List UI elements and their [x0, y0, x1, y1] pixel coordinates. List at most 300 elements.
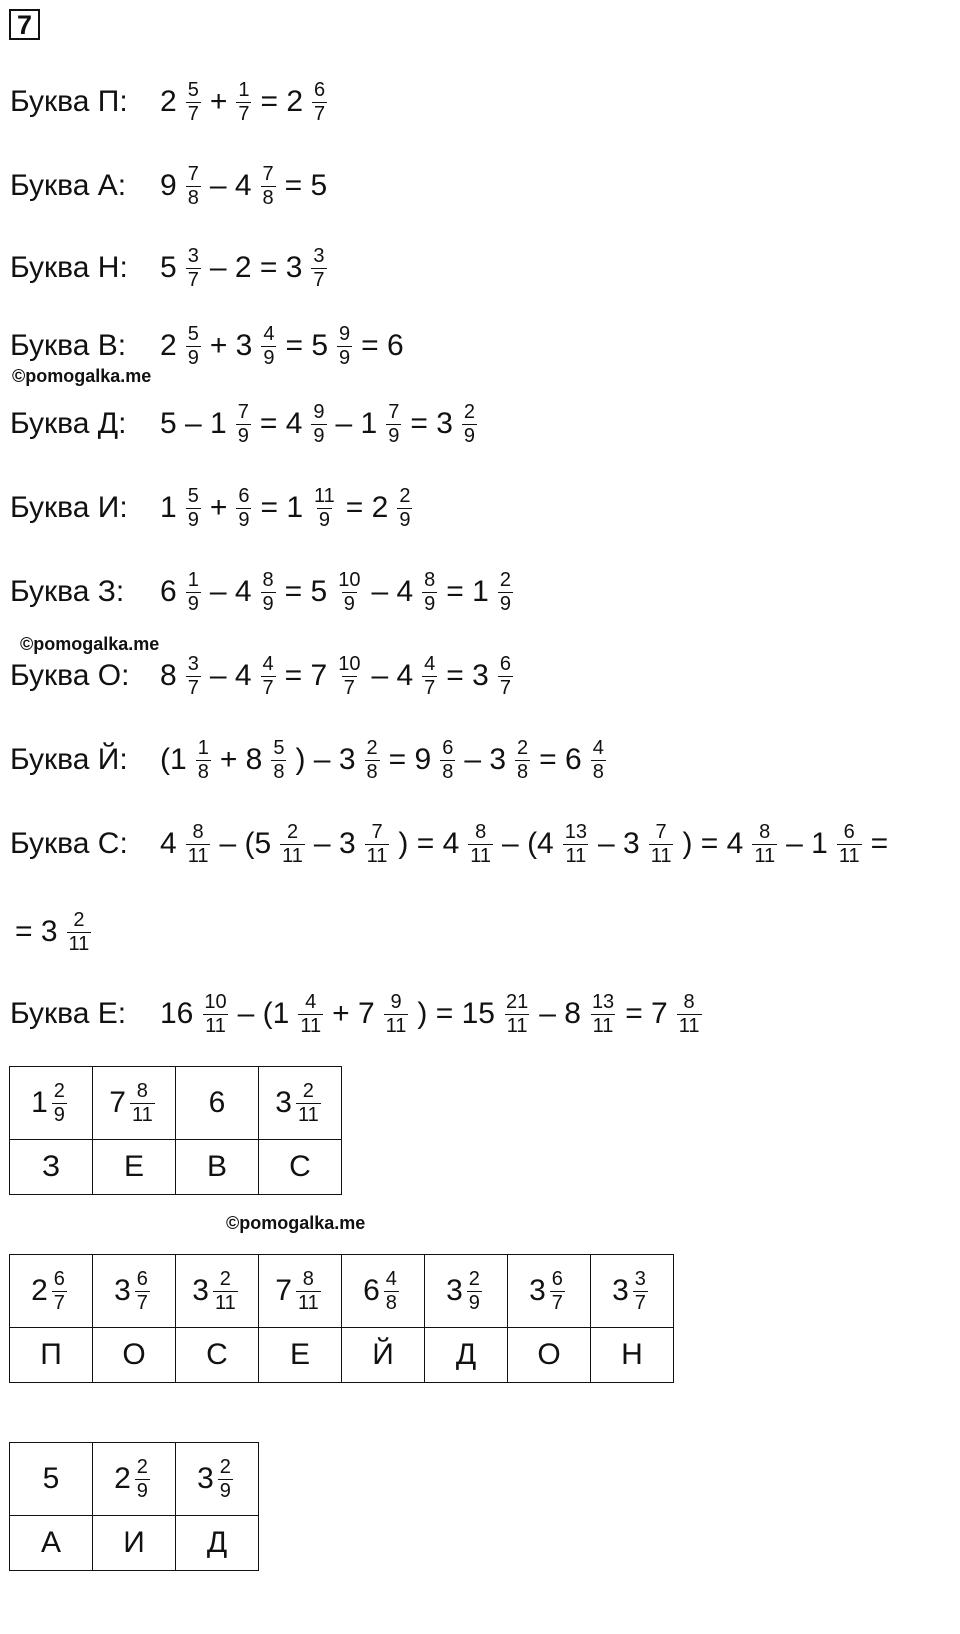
expression-text: + — [209, 85, 228, 118]
value — [114, 1268, 154, 1315]
expression-text: = 3 — [410, 407, 453, 440]
value-cell — [591, 1255, 674, 1328]
numerator: 3 — [313, 244, 325, 267]
value — [43, 1462, 60, 1496]
fraction — [365, 737, 380, 784]
equation-line — [10, 478, 416, 538]
letter-label: Буква А: — [10, 169, 127, 202]
answer-table — [9, 1254, 674, 1383]
fraction — [337, 323, 352, 370]
letter-cell: С — [259, 1140, 342, 1195]
equation-line — [10, 156, 332, 216]
fraction — [52, 1080, 67, 1127]
expression-text: – 4 — [371, 575, 414, 608]
numerator: 1 — [197, 736, 209, 759]
denominator: 11 — [506, 1014, 528, 1037]
letter-cell: Д — [425, 1328, 508, 1383]
expression-text: + 8 — [219, 743, 263, 776]
letter-cell: Д — [176, 1516, 259, 1571]
expression-text: ) = 15 — [417, 997, 495, 1030]
fraction — [468, 821, 493, 868]
whole-part: 6 — [208, 1086, 226, 1119]
equation-line — [10, 814, 893, 874]
expression-text: ) = 4 — [398, 827, 460, 860]
numerator: 21 — [505, 990, 529, 1013]
expression-text: 2 — [160, 329, 177, 362]
value — [31, 1268, 71, 1315]
denominator: 9 — [318, 508, 330, 531]
fraction — [186, 163, 201, 210]
expression-text: ) = 4 — [682, 827, 744, 860]
value-cell — [259, 1067, 342, 1140]
denominator: 9 — [136, 1479, 148, 1502]
value-cell — [508, 1255, 591, 1328]
fraction — [261, 653, 276, 700]
expression-text: – 3 — [313, 827, 356, 860]
numerator: 9 — [339, 322, 351, 345]
numerator: 3 — [187, 244, 199, 267]
denominator: 9 — [187, 508, 199, 531]
expression-text: = 7 — [284, 659, 328, 692]
denominator: 8 — [442, 760, 454, 783]
fraction — [515, 737, 530, 784]
value — [109, 1080, 158, 1127]
numerator: 2 — [53, 1079, 65, 1102]
expression-text: – 8 — [539, 997, 581, 1030]
expression-text: = — [870, 827, 889, 860]
fraction — [677, 991, 702, 1038]
expression — [155, 991, 706, 1038]
fraction — [186, 821, 211, 868]
denominator: 11 — [300, 1014, 322, 1037]
expression-text: = 1 — [260, 491, 304, 524]
expression-text: = 3 — [446, 659, 489, 692]
expression-text: – 4 — [209, 575, 252, 608]
value-cell — [93, 1255, 176, 1328]
value — [192, 1268, 241, 1315]
value-cell — [176, 1255, 259, 1328]
numerator: 7 — [187, 162, 199, 185]
numerator: 8 — [759, 820, 771, 843]
fraction — [296, 1268, 321, 1315]
value — [529, 1268, 569, 1315]
numerator: 7 — [262, 162, 274, 185]
fraction — [365, 821, 390, 868]
expression — [155, 485, 416, 532]
letter-cell: О — [508, 1328, 591, 1383]
letters-row — [10, 1516, 259, 1571]
fraction — [312, 79, 327, 126]
whole-part: 3 — [529, 1274, 546, 1307]
expression — [155, 323, 409, 370]
denominator: 7 — [499, 676, 511, 699]
value — [209, 1086, 226, 1120]
numerator: 8 — [136, 1079, 148, 1102]
expression-text: 9 — [160, 169, 177, 202]
expression-text: = 9 — [388, 743, 432, 776]
numerator: 4 — [262, 652, 274, 675]
numerator: 8 — [192, 820, 204, 843]
whole-part: 5 — [42, 1462, 60, 1495]
fraction — [837, 821, 862, 868]
numerator: 10 — [338, 568, 361, 591]
numerator: 8 — [302, 1267, 314, 1290]
numerator: 13 — [564, 820, 587, 843]
denominator: 11 — [838, 844, 860, 867]
expression-text: = 5 — [285, 329, 329, 362]
value-cell — [342, 1255, 425, 1328]
denominator: 11 — [187, 844, 209, 867]
fraction — [67, 909, 92, 956]
fraction — [186, 323, 201, 370]
letter-cell: И — [93, 1516, 176, 1571]
answer-table — [9, 1066, 342, 1195]
fraction — [467, 1268, 482, 1315]
denominator: 11 — [205, 1014, 226, 1037]
fraction — [311, 245, 326, 292]
letter-label: Буква З: — [10, 575, 125, 608]
value-cell — [10, 1255, 93, 1328]
fraction — [462, 401, 477, 448]
expression-text: – (1 — [237, 997, 290, 1030]
numerator: 9 — [390, 990, 402, 1013]
numerator: 2 — [468, 1267, 480, 1290]
denominator: 7 — [313, 268, 325, 291]
denominator: 8 — [517, 760, 529, 783]
equation-line — [10, 646, 517, 706]
numerator: 6 — [551, 1267, 563, 1290]
letter-label: Буква И: — [10, 491, 128, 524]
denominator: 9 — [263, 346, 275, 369]
numerator: 5 — [187, 322, 199, 345]
numerator: 8 — [262, 568, 274, 591]
whole-part: 6 — [363, 1274, 380, 1307]
denominator: 7 — [551, 1291, 563, 1314]
fraction — [196, 737, 211, 784]
fraction — [590, 991, 616, 1038]
letter-label: Буква Е: — [10, 997, 127, 1030]
numerator: 9 — [313, 400, 325, 423]
letter-cell: Й — [342, 1328, 425, 1383]
expression-text: 4 — [160, 827, 177, 860]
denominator: 11 — [297, 1291, 319, 1314]
numerator: 2 — [399, 484, 411, 507]
denominator: 7 — [634, 1291, 646, 1314]
denominator: 9 — [238, 508, 250, 531]
letters-row — [10, 1328, 674, 1383]
values-row — [10, 1255, 674, 1328]
denominator: 11 — [131, 1103, 153, 1126]
letter-cell: О — [93, 1328, 176, 1383]
fraction — [213, 1268, 238, 1315]
fraction — [261, 323, 276, 370]
letter-cell: В — [176, 1140, 259, 1195]
expression-text: = 4 — [259, 407, 303, 440]
denominator: 11 — [592, 1014, 614, 1037]
denominator: 9 — [219, 1479, 231, 1502]
fraction — [633, 1268, 648, 1315]
fraction — [498, 653, 513, 700]
expression-text: 8 — [160, 659, 177, 692]
numerator: 10 — [204, 990, 227, 1013]
denominator: 11 — [678, 1014, 700, 1037]
letter-label: Буква П: — [10, 85, 128, 118]
fraction — [186, 245, 201, 292]
expression-text: 5 — [160, 251, 177, 284]
denominator: 9 — [237, 424, 249, 447]
numerator: 7 — [655, 820, 667, 843]
values-row — [10, 1067, 342, 1140]
equation-line — [10, 562, 517, 622]
letter-label: Буква Д: — [10, 407, 127, 440]
denominator: 9 — [187, 592, 199, 615]
equation-line — [10, 984, 706, 1044]
fraction — [52, 1268, 67, 1315]
whole-part: 3 — [114, 1274, 131, 1307]
fraction — [186, 485, 201, 532]
letter-cell: А — [10, 1516, 93, 1571]
expression-text: = 6 — [361, 329, 404, 362]
fraction — [498, 569, 513, 616]
numerator: 3 — [634, 1267, 646, 1290]
watermark: ©pomogalka.me — [226, 1213, 366, 1233]
numerator: 8 — [424, 568, 436, 591]
fraction — [218, 1456, 233, 1503]
expression-text: + 3 — [209, 329, 253, 362]
fraction — [649, 821, 674, 868]
numerator: 7 — [388, 400, 400, 423]
fraction — [135, 1268, 150, 1315]
numerator: 2 — [219, 1267, 231, 1290]
whole-part: 7 — [275, 1274, 292, 1307]
fraction — [752, 821, 777, 868]
fraction — [236, 401, 251, 448]
letter-cell: П — [10, 1328, 93, 1383]
expression-text: = 5 — [284, 169, 328, 202]
denominator: 9 — [388, 424, 400, 447]
fraction — [311, 401, 326, 448]
whole-part: 3 — [197, 1462, 214, 1495]
numerator: 7 — [371, 820, 383, 843]
numerator: 5 — [273, 736, 285, 759]
fraction — [280, 821, 305, 868]
numerator: 6 — [53, 1267, 65, 1290]
expression-text: – 3 — [464, 743, 507, 776]
numerator: 5 — [187, 78, 199, 101]
numerator: 2 — [219, 1455, 231, 1478]
fraction — [236, 79, 251, 126]
fraction — [202, 991, 228, 1038]
whole-part: 1 — [31, 1086, 48, 1119]
expression — [155, 79, 331, 126]
denominator: 8 — [273, 760, 285, 783]
denominator: 11 — [754, 844, 776, 867]
denominator: 7 — [187, 268, 199, 291]
expression-text: – (5 — [219, 827, 272, 860]
fraction — [384, 1268, 399, 1315]
fraction — [336, 653, 362, 700]
fraction — [298, 991, 323, 1038]
denominator: 7 — [314, 102, 326, 125]
value — [275, 1268, 324, 1315]
expression-text: = 3 — [15, 915, 58, 948]
task-number: 7 — [9, 9, 40, 40]
numerator: 7 — [237, 400, 249, 423]
letter-cell: Е — [93, 1140, 176, 1195]
expression — [155, 569, 517, 616]
equation-line — [10, 238, 331, 298]
fraction — [422, 569, 437, 616]
fraction — [186, 79, 201, 126]
fraction — [261, 163, 276, 210]
letters-row — [10, 1140, 342, 1195]
denominator: 7 — [136, 1291, 148, 1314]
whole-part: 2 — [31, 1274, 48, 1307]
denominator: 11 — [282, 844, 303, 867]
value-cell — [425, 1255, 508, 1328]
numerator: 11 — [314, 484, 335, 507]
numerator: 2 — [73, 908, 85, 931]
numerator: 6 — [136, 1267, 148, 1290]
numerator: 6 — [499, 652, 511, 675]
denominator: 7 — [343, 676, 355, 699]
letter-cell: С — [176, 1328, 259, 1383]
letter-label: Буква Н: — [10, 251, 128, 284]
numerator: 2 — [286, 820, 299, 843]
values-row — [10, 1443, 259, 1516]
numerator: 2 — [517, 736, 529, 759]
value-cell — [176, 1443, 259, 1516]
value-cell — [93, 1443, 176, 1516]
numerator: 6 — [314, 78, 326, 101]
numerator: 1 — [238, 78, 250, 101]
letter-cell: Н — [591, 1328, 674, 1383]
denominator: 9 — [399, 508, 411, 531]
fraction — [186, 653, 201, 700]
denominator: 8 — [385, 1291, 397, 1314]
numerator: 4 — [385, 1267, 397, 1290]
numerator: 1 — [187, 568, 199, 591]
expression-text: 16 — [160, 997, 194, 1030]
letter-cell: Е — [259, 1328, 342, 1383]
whole-part: 3 — [446, 1274, 463, 1307]
expression — [155, 737, 610, 784]
numerator: 4 — [424, 652, 436, 675]
fraction — [261, 569, 276, 616]
letter-label: Буква О: — [10, 659, 130, 692]
denominator: 9 — [468, 1291, 480, 1314]
denominator: 9 — [339, 346, 351, 369]
value-cell — [259, 1255, 342, 1328]
whole-part: 3 — [192, 1274, 209, 1307]
whole-part: 3 — [275, 1086, 292, 1119]
fraction — [386, 401, 401, 448]
numerator: 3 — [187, 652, 199, 675]
expression-text: = 7 — [625, 997, 668, 1030]
expression-text: – 2 = 3 — [209, 251, 303, 284]
expression-text: – 4 — [371, 659, 414, 692]
fraction — [591, 737, 606, 784]
denominator: 11 — [565, 844, 587, 867]
expression-text: = 5 — [284, 575, 328, 608]
denominator: 11 — [385, 1014, 407, 1037]
expression — [10, 909, 95, 956]
denominator: 11 — [214, 1291, 236, 1314]
numerator: 6 — [442, 736, 454, 759]
equation-line — [10, 902, 95, 962]
denominator: 9 — [313, 424, 325, 447]
expression-text: + — [209, 491, 228, 524]
denominator: 8 — [197, 760, 209, 783]
fraction — [296, 1080, 321, 1127]
letter-label: Буква Й: — [10, 743, 128, 776]
fraction — [384, 991, 409, 1038]
fraction — [397, 485, 412, 532]
denominator: 7 — [187, 676, 199, 699]
equation-line — [10, 394, 481, 454]
fraction — [422, 653, 437, 700]
denominator: 9 — [463, 424, 476, 447]
expression-text: – 1 — [335, 407, 378, 440]
value — [612, 1268, 652, 1315]
numerator: 6 — [238, 484, 250, 507]
denominator: 7 — [187, 102, 199, 125]
expression-text: = 2 — [345, 491, 389, 524]
fraction — [186, 569, 201, 616]
letter-cell: З — [10, 1140, 93, 1195]
numerator: 8 — [683, 990, 695, 1013]
numerator: 4 — [305, 990, 317, 1013]
value — [275, 1080, 324, 1127]
expression-text: – 4 — [209, 169, 252, 202]
numerator: 13 — [591, 990, 615, 1013]
fraction — [336, 569, 362, 616]
denominator: 7 — [424, 676, 436, 699]
fraction — [563, 821, 589, 868]
denominator: 8 — [262, 186, 274, 209]
whole-part: 3 — [612, 1274, 629, 1307]
value — [363, 1268, 403, 1315]
denominator: 7 — [238, 102, 250, 125]
numerator: 8 — [475, 820, 487, 843]
expression-text: – 1 — [786, 827, 828, 860]
denominator: 9 — [262, 592, 274, 615]
numerator: 6 — [843, 820, 855, 843]
value — [446, 1268, 486, 1315]
denominator: 7 — [53, 1291, 65, 1314]
letter-label: Буква В: — [10, 329, 127, 362]
value-cell — [10, 1443, 93, 1516]
numerator: 2 — [463, 400, 476, 423]
denominator: 11 — [470, 844, 492, 867]
expression-text: = 6 — [539, 743, 582, 776]
numerator: 4 — [592, 736, 604, 759]
numerator: 4 — [263, 322, 275, 345]
whole-part: 7 — [109, 1086, 126, 1119]
denominator: 8 — [366, 760, 378, 783]
letter-label: Буква С: — [10, 827, 128, 860]
denominator: 8 — [592, 760, 604, 783]
fraction — [130, 1080, 155, 1127]
expression-text: 5 – 1 — [160, 407, 227, 440]
expression-text: + 7 — [332, 997, 375, 1030]
fraction — [550, 1268, 565, 1315]
denominator: 11 — [68, 932, 90, 955]
denominator: 9 — [499, 592, 511, 615]
fraction — [135, 1456, 150, 1503]
denominator: 8 — [187, 186, 199, 209]
expression-text: ) – 3 — [295, 743, 356, 776]
